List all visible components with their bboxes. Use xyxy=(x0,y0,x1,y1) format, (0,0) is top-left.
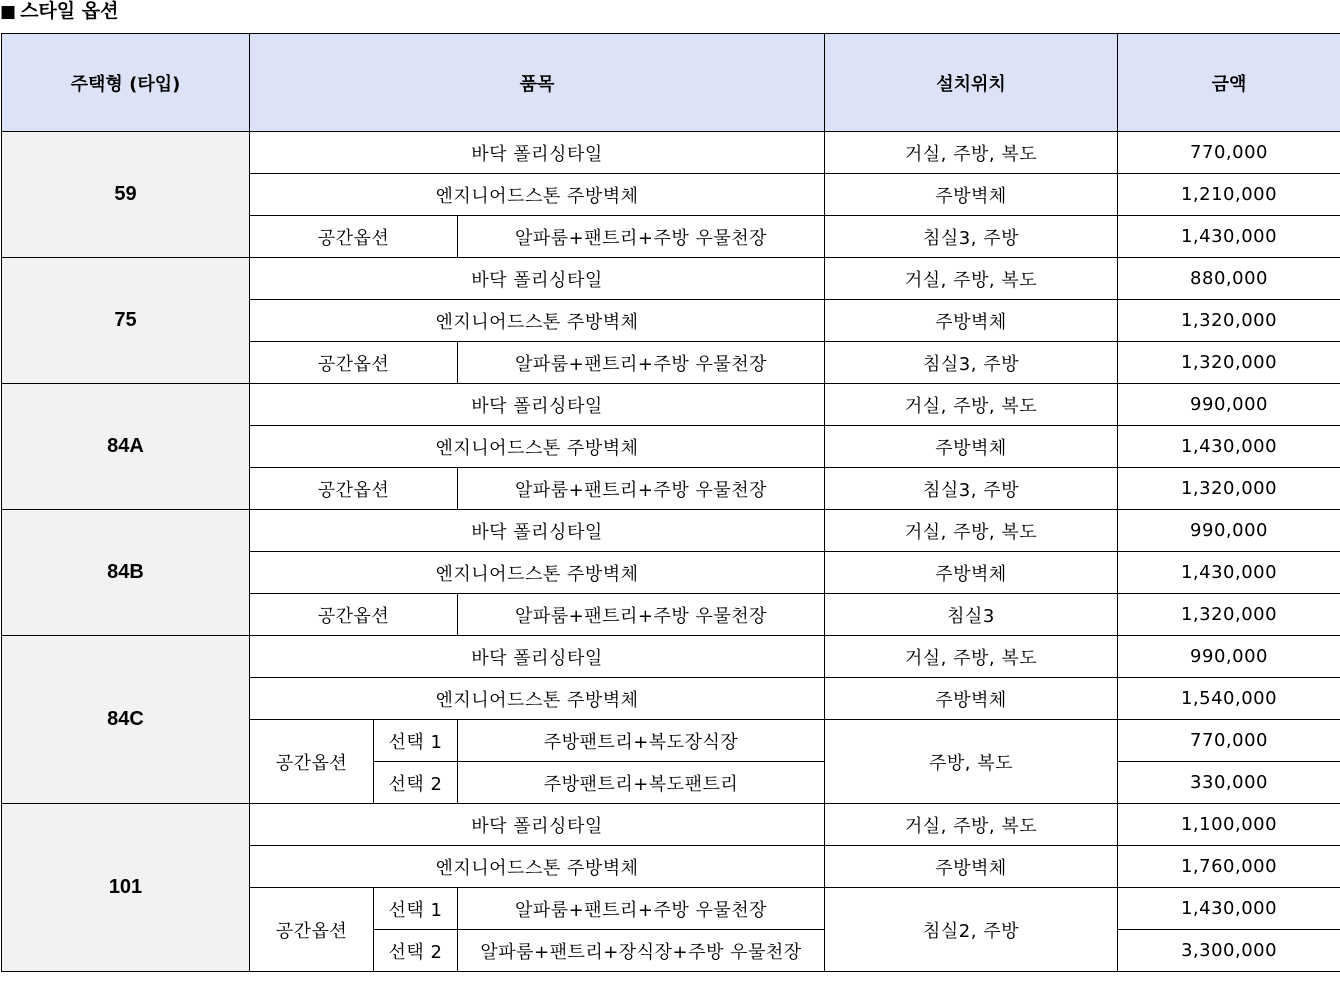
price-cell: 1,430,000 xyxy=(1118,552,1340,594)
location-cell: 거실, 주방, 복도 xyxy=(825,804,1118,846)
price-cell: 1,760,000 xyxy=(1118,846,1340,888)
location-cell: 침실3, 주방 xyxy=(825,342,1118,384)
table-row xyxy=(2,804,1340,846)
house-type-cell: 59 xyxy=(2,132,250,258)
table-header-row xyxy=(2,34,1340,132)
space-option-label: 공간옵션 xyxy=(250,216,458,258)
section-heading xyxy=(0,0,118,22)
location-cell: 침실2, 주방 xyxy=(825,888,1118,972)
item-cell: 엔지니어드스톤 주방벽체 xyxy=(250,678,825,720)
price-cell: 990,000 xyxy=(1118,510,1340,552)
price-cell: 330,000 xyxy=(1118,762,1340,804)
location-cell: 거실, 주방, 복도 xyxy=(825,636,1118,678)
house-type-cell: 84C xyxy=(2,636,250,804)
table-row xyxy=(2,132,1340,174)
space-option-label: 공간옵션 xyxy=(250,468,458,510)
table-row xyxy=(2,636,1340,678)
header-price: 금액 xyxy=(1118,34,1340,132)
item-cell: 주방팬트리+복도장식장 xyxy=(458,720,825,762)
price-cell: 770,000 xyxy=(1118,132,1340,174)
house-type-cell: 84A xyxy=(2,384,250,510)
location-cell: 주방벽체 xyxy=(825,678,1118,720)
location-cell: 침실3, 주방 xyxy=(825,468,1118,510)
item-cell: 바닥 폴리싱타일 xyxy=(250,510,825,552)
table-row xyxy=(2,510,1340,552)
location-cell: 주방벽체 xyxy=(825,174,1118,216)
price-cell: 990,000 xyxy=(1118,636,1340,678)
price-cell: 770,000 xyxy=(1118,720,1340,762)
header-item: 품목 xyxy=(250,34,825,132)
choice-cell: 선택 2 xyxy=(374,762,458,804)
item-cell: 알파룸+팬트리+주방 우물천장 xyxy=(458,468,825,510)
item-cell: 바닥 폴리싱타일 xyxy=(250,258,825,300)
black-square-icon: ■ xyxy=(0,2,17,22)
item-cell: 엔지니어드스톤 주방벽체 xyxy=(250,174,825,216)
price-cell: 1,430,000 xyxy=(1118,888,1340,930)
style-option-table xyxy=(1,33,1340,972)
choice-cell: 선택 2 xyxy=(374,930,458,972)
location-cell: 주방벽체 xyxy=(825,300,1118,342)
table-row xyxy=(2,258,1340,300)
location-cell: 침실3 xyxy=(825,594,1118,636)
choice-cell: 선택 1 xyxy=(374,888,458,930)
item-cell: 바닥 폴리싱타일 xyxy=(250,132,825,174)
item-cell: 바닥 폴리싱타일 xyxy=(250,636,825,678)
item-cell: 엔지니어드스톤 주방벽체 xyxy=(250,300,825,342)
item-cell: 알파룸+팬트리+장식장+주방 우물천장 xyxy=(458,930,825,972)
item-cell: 알파룸+팬트리+주방 우물천장 xyxy=(458,342,825,384)
location-cell: 침실3, 주방 xyxy=(825,216,1118,258)
item-cell: 알파룸+팬트리+주방 우물천장 xyxy=(458,216,825,258)
price-cell: 1,320,000 xyxy=(1118,594,1340,636)
price-cell: 1,320,000 xyxy=(1118,468,1340,510)
house-type-cell: 75 xyxy=(2,258,250,384)
table-row xyxy=(2,384,1340,426)
price-cell: 1,320,000 xyxy=(1118,342,1340,384)
location-cell: 주방벽체 xyxy=(825,426,1118,468)
price-cell: 1,100,000 xyxy=(1118,804,1340,846)
location-cell: 거실, 주방, 복도 xyxy=(825,132,1118,174)
item-cell: 엔지니어드스톤 주방벽체 xyxy=(250,846,825,888)
location-cell: 주방, 복도 xyxy=(825,720,1118,804)
price-cell: 1,540,000 xyxy=(1118,678,1340,720)
choice-cell: 선택 1 xyxy=(374,720,458,762)
price-cell: 1,430,000 xyxy=(1118,216,1340,258)
item-cell: 알파룸+팬트리+주방 우물천장 xyxy=(458,594,825,636)
location-cell: 주방벽체 xyxy=(825,552,1118,594)
location-cell: 거실, 주방, 복도 xyxy=(825,258,1118,300)
price-cell: 1,210,000 xyxy=(1118,174,1340,216)
location-cell: 거실, 주방, 복도 xyxy=(825,510,1118,552)
item-cell: 알파룸+팬트리+주방 우물천장 xyxy=(458,888,825,930)
section-title: 스타일 옵션 xyxy=(20,0,119,22)
house-type-cell: 101 xyxy=(2,804,250,972)
price-cell: 880,000 xyxy=(1118,258,1340,300)
space-option-label: 공간옵션 xyxy=(250,342,458,384)
item-cell: 엔지니어드스톤 주방벽체 xyxy=(250,426,825,468)
house-type-cell: 84B xyxy=(2,510,250,636)
header-type: 주택형 (타입) xyxy=(2,34,250,132)
item-cell: 바닥 폴리싱타일 xyxy=(250,804,825,846)
price-cell: 1,430,000 xyxy=(1118,426,1340,468)
space-option-label: 공간옵션 xyxy=(250,888,374,972)
price-cell: 1,320,000 xyxy=(1118,300,1340,342)
price-cell: 990,000 xyxy=(1118,384,1340,426)
item-cell: 바닥 폴리싱타일 xyxy=(250,384,825,426)
item-cell: 주방팬트리+복도팬트리 xyxy=(458,762,825,804)
price-cell: 3,300,000 xyxy=(1118,930,1340,972)
item-cell: 엔지니어드스톤 주방벽체 xyxy=(250,552,825,594)
space-option-label: 공간옵션 xyxy=(250,594,458,636)
space-option-label: 공간옵션 xyxy=(250,720,374,804)
location-cell: 주방벽체 xyxy=(825,846,1118,888)
location-cell: 거실, 주방, 복도 xyxy=(825,384,1118,426)
header-location: 설치위치 xyxy=(825,34,1118,132)
